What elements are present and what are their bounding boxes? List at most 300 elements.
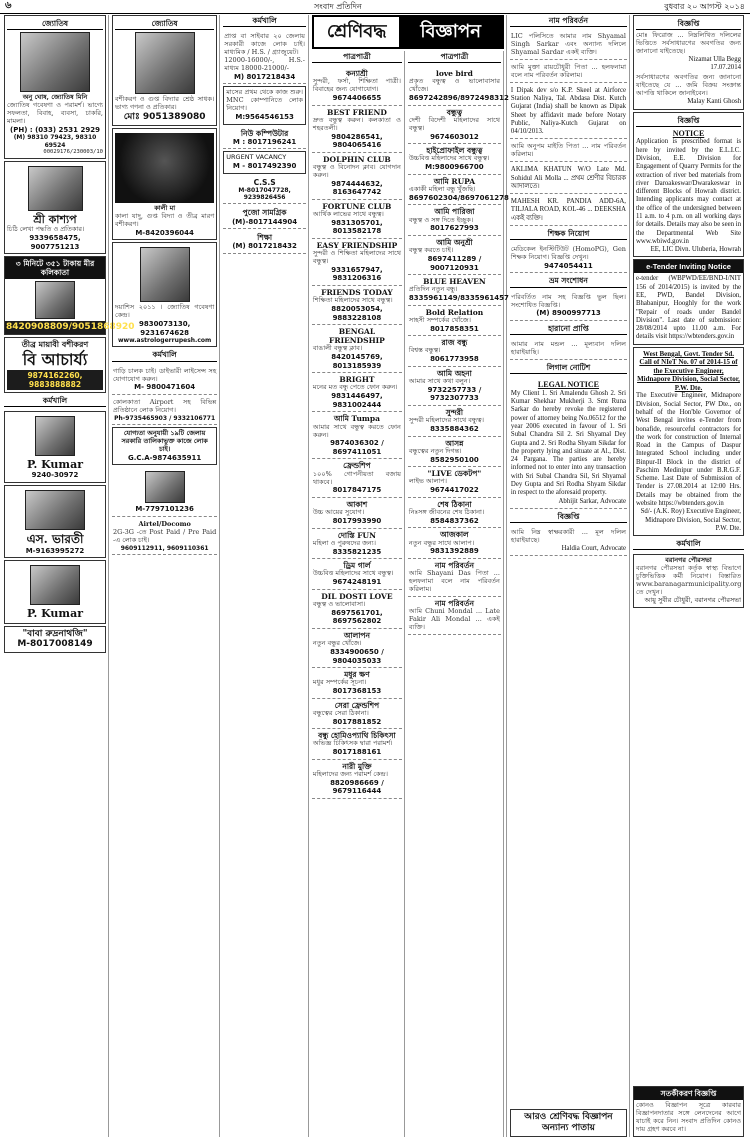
section-header: লিগাল নোটিশ xyxy=(510,362,627,374)
ad-phone: M - 8017492390 xyxy=(232,162,297,171)
name-change-ad: AKLIMA KHATUN W/O Late Md. Sohidul Ali Molla ... প্রথম শ্রেণীর বিচারক আদালতে। xyxy=(510,164,627,194)
section-header: বিজ্ঞপ্তি xyxy=(636,115,741,127)
name-change-ad: আমি অনুপম মাইতি পিতা ... নাম পরিবর্তন করিলাম। xyxy=(510,141,627,162)
ad-phone: 9331657947, 9831206316 xyxy=(331,265,383,283)
ad-signature: Malay Kanti Ghosh xyxy=(687,98,741,106)
ad-phone: 8420908809/9051868920 xyxy=(6,322,135,333)
ad-text: বন্ধুত্বের সেরা ঠিকানা। xyxy=(312,708,369,717)
ad-heading: BENGAL FRIENDSHIP xyxy=(329,327,385,346)
ad-text: দ্রুত বন্ধুত্ব করুন। কলকাতা ও শহরতলী। xyxy=(312,115,401,132)
job-ad xyxy=(112,467,217,517)
ad-heading: FRIENDS TODAY xyxy=(321,287,393,297)
ad-phone: 8582950100 xyxy=(430,455,479,464)
ad-heading: EASY FRIENDSHIP xyxy=(316,240,398,250)
astrologer-photo xyxy=(28,166,83,211)
ad-phone: 8420145769, 8013185939 xyxy=(331,353,383,370)
list-item xyxy=(408,67,509,106)
ad-text: গাড়ি চালক চাই। ডাইভারী লাইসেন্স সহ যোগাযোগ করুন। xyxy=(113,366,217,383)
issue-date: বুধবার ২০ আগস্ট ২০১৪ xyxy=(664,1,745,11)
ad-phone: 9674417022 xyxy=(430,486,479,495)
ad-phone: 9674603012 xyxy=(430,132,479,141)
ad-name: P. Kumar xyxy=(27,458,83,472)
list-item xyxy=(408,106,501,145)
ad-text: আমি Shayani Das পিতা ... হলফনামা বলে নাম পরিবর্তন করিলাম। xyxy=(408,569,500,593)
list-item xyxy=(312,760,402,799)
education-ad xyxy=(223,231,306,254)
ad-heading: পুজো সামগ্রিক xyxy=(242,208,287,218)
tender-heading: e-Tender Inviting Notice xyxy=(634,260,743,273)
ad-heading: DOLPHIN CLUB xyxy=(323,154,391,164)
deity-image xyxy=(35,416,75,456)
ad-phone: 9609112911, 9609110361 xyxy=(120,544,209,552)
ad-text: মাসের প্রথম থেকে কাজ শুরু। MNC কোম্পানিতে লোক নিয়োগ। xyxy=(226,88,303,113)
list-item xyxy=(408,467,501,498)
notice-heading: LEGAL NOTICE xyxy=(537,380,600,390)
ad-signature: আয়ু সুবীর চৌধুরী, বরানগর পৌরসভা xyxy=(644,595,741,604)
irrigation-notice xyxy=(633,112,744,258)
ad-text: কালা যাদু, গুপ্ত বিদ্যা ও তীব্র মারণ বশীকরণ। xyxy=(115,211,215,228)
ad-phone: 9674248191 xyxy=(332,578,382,587)
job-ad-baba xyxy=(4,626,106,654)
ad-heading: নিউ কম্পিউটার xyxy=(240,128,289,138)
list-item xyxy=(408,406,501,437)
ad-text: উচ্চবিত্ত মহিলাদের সাথে বন্ধুত্ব। xyxy=(408,154,490,163)
ad-heading: হাইপ্রোফাইল বন্ধুত্ব xyxy=(426,146,483,156)
ad-phone: 9831305701, 8013582178 xyxy=(331,218,383,236)
ad-text: সর্বসাধারণের অবগতির জন্য জানানো যাইতেছে যে ... জমি বিক্রয় সংক্রান্ত আপত্তি থাকিলে জানাইবেন। xyxy=(636,73,741,98)
list-item xyxy=(312,325,402,373)
name-change-ad: আমি মুক্তা রায়চৌধুরী পিতা ... হলফনামা বলে নাম পরিবর্তন করিলাম। xyxy=(510,62,627,83)
ad-heading: কন্যাশ্রী xyxy=(345,69,368,79)
ad-phone: 9674406655 xyxy=(332,94,382,103)
ad-text: সুন্দরী মহিলাদের সাথে বন্ধুত্ব। xyxy=(408,416,484,425)
section-header: পাত্রপাত্রী xyxy=(408,51,501,63)
ad-heading: আমি অনুশ্রী xyxy=(436,237,473,247)
ad-name: বি আচার্য্য xyxy=(22,350,88,370)
list-item xyxy=(408,236,501,275)
correction-ad xyxy=(510,292,627,321)
matrimonial-columns xyxy=(312,51,509,1137)
title-left: শ্রেণিবদ্ধ xyxy=(326,21,387,43)
ad-text: বন্ধুত্ব ও বিনোদন ক্লাব। যোগদান করুন। xyxy=(312,162,401,179)
ad-signature: Haldia Court, Advocate xyxy=(561,544,626,552)
notice-signature: Abhijit Sarkar, Advocate xyxy=(558,497,626,505)
section-header: নাম পরিবর্তন xyxy=(510,15,627,27)
ad-heading: নাম পরিবর্তন xyxy=(434,598,474,608)
ad-text: অভিজ্ঞ চিকিৎসক দ্বারা পরামর্শ। xyxy=(312,739,393,748)
job-ad xyxy=(223,127,306,150)
ad-heading: "LIVE ডেকটপ" xyxy=(427,469,482,479)
astrologer-photo xyxy=(135,32,195,94)
job-ad-pkumar-2 xyxy=(4,560,106,623)
column-2 xyxy=(112,15,220,1137)
ad-text: বশীকরণ ও গুপ্ত বিদ্যার শ্রেষ্ঠ সাধক। ভাগ্য গণনা ও প্রতিকার। xyxy=(115,95,215,112)
ad-heading: বন্ধুত্ব xyxy=(446,107,463,117)
astrology-ad-3 xyxy=(112,242,217,347)
ad-phone: 8697561701, 8697562802 xyxy=(331,608,383,626)
section-header: ভ্রম সংশোধন xyxy=(510,275,627,287)
column-1 xyxy=(4,15,135,1137)
ad-text: আমি নিম্ন স্বাক্ষরকারী ... মূল দলিল হারাইয়াছে। xyxy=(510,527,626,544)
ad-phone: 8697242896/8972498312 xyxy=(408,94,509,103)
ad-heading: আমি পারিজা xyxy=(434,207,475,217)
job-ad xyxy=(223,206,306,229)
section-header: জ্যোতিষ xyxy=(7,18,103,30)
ad-text: বন্ধুত্ব ও ভালোবাসা। xyxy=(312,599,366,608)
list-item xyxy=(312,200,402,239)
ad-heading: রাজ বন্ধু xyxy=(441,338,468,348)
ad-phone: 9339658475, 9007751213 xyxy=(29,234,81,251)
ad-phone: 8061773958 xyxy=(430,355,479,364)
astrology-ad-anu xyxy=(4,15,106,159)
ad-text: বরানগর পৌরসভা কর্তৃক স্বাস্থ্য বিভাগে চুক্তিভিত্তিক কর্মী নিয়োগ। বিস্তারিত www.baranagarmunicipality.org তে দেখুন। xyxy=(636,564,742,596)
astrology-ad-kali xyxy=(112,128,217,240)
job-ad-urgent xyxy=(223,151,306,173)
ad-text: কোলকাতা Airport সহ বিভিন্ন প্রতিষ্ঠানে লোক নিয়োগ। xyxy=(113,397,217,414)
ad-text: মনের মত বন্ধু পেতে ফোন করুন। xyxy=(312,383,398,392)
matrimonial-col-a xyxy=(312,51,405,1137)
ad-heading: সেরা ফ্রেন্ডশিপ xyxy=(334,700,380,710)
job-ad xyxy=(112,366,217,395)
list-item xyxy=(312,559,402,590)
ad-phone: 8820053054, 9883228108 xyxy=(331,304,383,322)
list-item xyxy=(312,629,402,668)
ad-text: মধুর সম্পর্কের সূচনা। xyxy=(312,678,367,687)
ad-text: আমি Chuni Mondal ... Late Fakir Ali Mondal ... একই ব্যক্তি। xyxy=(408,607,500,631)
column-3 xyxy=(223,15,309,1137)
job-ad xyxy=(223,31,306,84)
ad-phone: 9831446497, 9831002444 xyxy=(331,392,383,409)
job-ad xyxy=(112,397,217,425)
ad-phone: M- 9800471604 xyxy=(134,383,196,392)
ad-name: অনু ঘোষ, জ্যোতিষ মিনি xyxy=(22,93,88,102)
lost-found-ad: আমার নাম মন্ডল ... মূল্যবান দলিল হারাইয়াছি। xyxy=(510,339,627,360)
ad-heading: আসন্ন xyxy=(445,438,464,448)
ad-heading: আমি অহনা xyxy=(437,368,472,378)
section-header: জ্যোতিষ xyxy=(115,18,214,30)
ad-phone: (M) 8900997713 xyxy=(536,309,601,318)
list-item xyxy=(408,528,501,559)
ad-phone: 8334900650 / 9804035033 xyxy=(330,647,384,665)
ad-text: নতুন বন্ধুর খোঁজে। xyxy=(312,639,362,648)
tender-heading: West Bengal, Govt. Tender Sd. Call of NIeT No. 07 of 2014-15 of the Executive Engineer, Midnapore Division, Social Sector, P.W. Dte. xyxy=(637,349,740,392)
ad-phone: 8017881852 xyxy=(332,717,382,726)
ad-photo xyxy=(145,471,185,503)
list-item xyxy=(312,106,402,153)
ad-heading: আমি RUPA xyxy=(433,176,476,186)
section-header: শিক্ষক নিয়োগ xyxy=(510,228,627,240)
job-ad xyxy=(223,176,306,205)
matrimonial-col-b xyxy=(408,51,509,1137)
ad-phone: 8017627993 xyxy=(430,224,479,233)
tender-text: The Executive Engineer, Midnapore Division, Social Sector, PW Dte., on behalf of the Hon'ble Governor of West Bengal invites e-Tender from bonafide, resourceful contractors for the work for construction of Internal Road in the Campus of Daspur Integrated School including under Binpur-II Block in the district of Paschim Medinipur under B.R.G.F. Scheme. Last Date of Submission of Tender is 27.08.2014 at 12:00 Hrs. Details may be obtained from the website https://wbtenders.gov.in xyxy=(636,392,741,508)
section-header-jobs: কর্মখালি xyxy=(633,538,744,550)
ad-text: আমার সাথে কথা বলুন। xyxy=(408,377,471,385)
ad-name: P. Kumar xyxy=(27,607,83,621)
section-header-jobs: কর্মখালি xyxy=(4,395,106,407)
list-item xyxy=(312,529,402,560)
classified-page xyxy=(4,15,746,1137)
ad-phone: M : 8017196241 xyxy=(232,137,297,146)
page-number: ৬ xyxy=(5,0,12,12)
ad-heading: নাম পরিবর্তন xyxy=(434,560,474,570)
ad-phone: 9874444632, 8163647742 xyxy=(331,179,383,197)
ad-text: চিঠি লেখা পদ্ধতি ও প্রতিকার। xyxy=(7,225,85,234)
job-ad-airtel xyxy=(112,519,217,555)
ad-text: মোঃ ফিরোজ ... নিম্নলিখিত দলিলের ভিত্তিতে সর্বসাধারণের অবগতির জন্য জানানো যাইতেছে। xyxy=(636,31,741,55)
list-item xyxy=(408,437,501,468)
ad-text: বন্ধুত্ব করতে চাই। xyxy=(408,246,454,255)
ad-heading: আজকাল xyxy=(440,530,469,540)
section-header: বিজ্ঞপ্তি xyxy=(510,511,627,523)
ad-text: উচ্চ আয়ের সুযোগ। xyxy=(312,508,365,517)
list-item xyxy=(408,498,501,529)
ad-heading: মধুর ক্ষণ xyxy=(344,670,370,680)
ad-phone: 8017993990 xyxy=(332,517,382,526)
ad-text: প্রাপ্ত বা সাইবার ২০ জেলায় সরকারী কাজে লোক চাই। মাধ্যমিক / H.S. / গ্র্যাজুয়েট। xyxy=(224,32,305,56)
ad-phone: 9874036302 / 8697411051 xyxy=(330,439,384,456)
ad-text: বন্ধুত্ব ও সঙ্গ দিতে ইচ্ছুক। xyxy=(408,215,474,224)
astrology-ad-acharya xyxy=(4,337,106,393)
ad-signature: Nizamat Ulla Begg xyxy=(688,55,741,63)
warning-heading: সতর্কীকরণ বিজ্ঞপ্তি xyxy=(634,1087,743,1100)
ad-heading: Bold Relation xyxy=(425,307,484,317)
warning-notice xyxy=(633,1086,744,1137)
ad-heading: URGENT VACANCY xyxy=(226,153,287,162)
ad-phone: M-8017047728, 9239826456 xyxy=(238,186,291,202)
ad-text: প্রতিদিন নতুন বন্ধু। xyxy=(408,285,458,294)
section-header-jobs: কর্মখালি xyxy=(223,15,306,27)
ad-text: ১০০% গোপনীয়তা বজায় থাকবে। xyxy=(312,469,401,486)
list-item xyxy=(408,275,509,306)
ad-photo xyxy=(25,490,85,530)
ad-heading: শেষ ঠিকানা xyxy=(437,499,472,509)
name-change-ad: I Dipak dev s/o K.P. Skeel at Airforce Station Naliya, Tal. Abdasa Dist. Kutch Gujarat (India) shall be known as Dipak Sheet by affidavit made before Notary Public, Naliya-Kutch Gujarat on 04/10/2013. xyxy=(510,85,627,140)
list-item xyxy=(408,559,501,597)
name-change-ad: MAHESH KR. PANDIA ADD-6A, TILJALA ROAD, KOL-46 ... DEEKSHA একই ব্যক্তি। xyxy=(510,196,627,226)
wb-tender-notice xyxy=(633,347,744,536)
ad-text: বাঙালী বন্ধুত্ব ক্লাব। xyxy=(312,344,363,353)
astrology-ad-banner xyxy=(4,256,135,335)
ad-phone: (PH) : (033) 2531 2929 xyxy=(10,125,100,134)
name-change-ad: LIC পলিসিতে আমার নাম Shyamal Singh Sarkar এবং অন্যান্য দলিলে Shyamal Sardar একই ব্যক্তি। xyxy=(510,31,627,60)
ad-text: উচ্চবিত্ত মহিলাদের সাথে বন্ধুত্ব। xyxy=(312,569,394,578)
ad-text: বন্ধুত্বের নতুন দিগন্ত। xyxy=(408,446,462,455)
ad-text: সাহসী সম্পর্কের খোঁজে। xyxy=(408,315,471,324)
ad-phone: M:9800966700 xyxy=(425,163,484,172)
astrologer-photo xyxy=(140,247,190,302)
ad-heading: শিক্ষা xyxy=(257,233,273,243)
list-item xyxy=(312,590,402,629)
astrologer-photo xyxy=(20,32,90,92)
ad-phone: মোঃ 9051389080 xyxy=(123,111,206,122)
ad-text: মহিলা ও পুরুষদের জন্য। xyxy=(312,538,377,547)
ad-heading: BLUE HEAVEN xyxy=(423,277,486,287)
ad-text: আমার সাথে বন্ধুত্ব করতে ফোন করুন। xyxy=(312,422,401,439)
ad-heading: ফ্রেন্ডশিপ xyxy=(343,461,371,471)
ad-heading: love bird xyxy=(435,69,473,79)
ad-phone: (M) 8017218432 xyxy=(232,242,297,251)
ad-code: 00029176/230003/10 xyxy=(43,148,103,155)
ad-date: 17.07.2014 xyxy=(710,64,741,72)
ad-text: আর্থিক লাভের সাথে বন্ধুত্ব। xyxy=(312,209,384,218)
ad-text: লাইভ আলাপ। xyxy=(408,477,447,486)
ad-text: যোগ্যতা অনুযায়ী ১৯টি জেলায় সরকারি তালিকাভুক্ত কাজে লোক চাই। xyxy=(121,429,208,453)
ad-phone: 8017847175 xyxy=(332,486,382,495)
ad-website[interactable]: www.astrologerrupesh.com xyxy=(118,337,212,345)
e-tender-notice xyxy=(633,259,744,344)
ad-phone: 8697602304/8697061278 xyxy=(408,193,509,202)
ad-phone: 9804286541, 9804065416 xyxy=(331,132,383,150)
list-item xyxy=(408,205,501,236)
astrology-ad-1 xyxy=(112,15,217,126)
ad-heading: ড্রিম গার্ল xyxy=(343,561,371,571)
section-header: হারানো প্রাপ্তি xyxy=(510,323,627,335)
ad-phone: 8017368153 xyxy=(332,687,382,696)
ad-phone: M-7797101236 xyxy=(135,505,194,514)
ad-photo xyxy=(30,565,80,605)
ad-phone: M-8017008149 xyxy=(17,639,93,650)
tender-text: e-tender (WBPWD/EE/BND-I/NIT 156 of 2014/2015) is invited by the EE, PWD, Bandel Division, Bhabanipur, Hooghly for the work "Repair of roads under Bandel Division". Last date of submission: 28/08/2014 upto 11.00 a.m. For details visit https://wbtenders.gov.in xyxy=(636,275,741,341)
ad-text: জ্যোতিষ গবেষণা ও পরামর্শ। ভাগ্যে সফলতা, বিবাহ, ব্যবসা, চাকরি, মামলা। xyxy=(7,101,103,125)
ad-phone: (M)-8017144904 xyxy=(232,217,298,226)
list-item xyxy=(312,459,402,498)
tender-signature: Sd/- (A.K. Roy) Executive Engineer, Midnapore Division, Social Sector, P.W. Dte. xyxy=(640,508,741,532)
ad-heading: আলাপন xyxy=(343,630,370,640)
job-ad-bharati xyxy=(4,485,106,558)
ad-text: নিঃসঙ্গ জীবনের শেষ ঠিকানা। xyxy=(408,507,485,516)
ad-heading: দোস্তি FUN xyxy=(337,530,376,540)
ad-text: শিক্ষিতা মহিলাদের সাথে বন্ধুত্ব। xyxy=(312,296,393,305)
ad-phone: M) 8017218434 xyxy=(233,72,296,81)
notice-text: Application is prescribed format is here by invited by the E.L.I.C. Division, E.E. Division for Engagement of Quarry Permits for the extraction of river bed materials from river Daroakeswar/Dwarakeswar in different Blocks of Howrah district. Intending applicants may contact at the office of the undersigned between 11 a.m. to 4 p.m. on all working days for details. Details may also be seen in the Departmental Web Site www.wbiwd.gov.in xyxy=(636,138,741,245)
notice-heading: NOTICE xyxy=(672,128,705,138)
paper-name: সংবাদ প্রতিদিন xyxy=(313,1,362,11)
ad-phone: 9732257733 / 9732307733 xyxy=(427,385,482,403)
ad-heading: C.S.S xyxy=(253,177,276,187)
ad-phone: 8584837362 xyxy=(430,516,479,525)
ad-phone: 9874162260, 9883888882 xyxy=(7,370,103,390)
job-ad xyxy=(223,86,306,124)
job-ad-boxed xyxy=(112,427,217,465)
ad-phone: 9830073130, 9231674628 xyxy=(138,320,191,337)
ad-heading: নারী মুক্তি xyxy=(342,761,372,771)
ad-heading: BEST FRIEND xyxy=(327,107,387,117)
ad-phone: 9831392889 xyxy=(430,547,479,556)
list-item xyxy=(312,286,402,325)
section-title xyxy=(312,15,504,49)
list-item xyxy=(312,498,402,529)
list-item xyxy=(408,597,501,635)
list-item xyxy=(312,729,402,760)
ad-text: একাকী মহিলা বন্ধু খুঁজছি। xyxy=(408,184,476,193)
list-item xyxy=(408,336,501,367)
ad-phone: G.C.A-9874635911 xyxy=(128,453,202,462)
notice-ad xyxy=(510,527,627,556)
ad-phone: 9474054411 xyxy=(544,261,593,270)
column-4 xyxy=(312,15,507,1137)
column-5 xyxy=(510,15,630,1137)
ad-list xyxy=(408,67,509,635)
ad-heading: আমি Tumpa xyxy=(333,414,380,424)
title-right: বিজ্ঞাপন xyxy=(399,17,502,47)
section-header-jobs: কর্মখালি xyxy=(112,349,217,361)
ad-phone: 8697411289 / 9007120931 xyxy=(427,255,482,272)
ad-title: Airtel/Docomo xyxy=(138,519,191,528)
list-item xyxy=(312,668,402,699)
list-item xyxy=(312,373,402,412)
ad-phone: 8017858351 xyxy=(430,324,479,333)
ad-text: মেডিকেল ইনস্টিটিউট (HomoPG), Gen শিক্ষক নিয়োগ। বিজ্ঞপ্তি দেখুন। xyxy=(510,245,626,262)
ad-phone: Ph-9735465903 / 9332106771 xyxy=(114,414,216,422)
notice-ad xyxy=(633,15,744,110)
astrologer-photo xyxy=(35,281,75,319)
municipality-ad xyxy=(633,554,744,608)
ad-name: শ্রী কাশ্যপ xyxy=(33,212,77,226)
list-item xyxy=(312,153,402,200)
list-item xyxy=(312,239,402,286)
ad-text: পরিবর্তিত নাম সহ বিজ্ঞপ্তি ভুল ছিল। সংশোধিত বিজ্ঞপ্তি। xyxy=(510,292,626,309)
ad-heading: FORTUNE CLUB xyxy=(322,201,392,211)
notice-text: My Client 1. Sri Amalendu Ghosh 2. Sri Kumar Shekhar Mukherji 3. Smt Runa Sarkar do hereby revoke the registered power of attorney being No.06512 for the year 2006 executed in favour of 1. Sri Subal Chandra Sil 2. Sri Shyamal Dey Gupta and 2. Sri Rodha Shyam Sikdar for the property lying and situate at Al., Dist. 24 Pargana. The parties are hereby informed not to enter into any transaction with Sri Subal Chandra Sil, Sri Shyamal Dey Gupta and Sri Rodha Shyam Sikdar in respect to the aforesaid property. xyxy=(510,389,626,497)
list-item xyxy=(312,412,402,459)
ad-heading: সুন্দরী xyxy=(445,407,464,417)
ad-phone: 9240-30972 xyxy=(31,471,79,480)
ad-text: নতুন বন্ধুর সাথে আলাপ। xyxy=(408,538,475,547)
ad-text: সুন্দরী ও শিক্ষিতা মহিলাদের সাথে বন্ধুত্ব। xyxy=(312,249,401,265)
ad-phone: 8335961149/8335961457 xyxy=(408,294,509,303)
ad-text: সুন্দরী, ফর্সা, শিক্ষিতা পাত্রী। বিবাহের জন্য যোগাযোগ। xyxy=(312,77,401,94)
ad-list xyxy=(312,67,402,799)
ad-banner: ৩ মিনিটে ৩৫১ টাকায় মীর কলিকাতা xyxy=(5,257,105,279)
ad-name: কালী মা xyxy=(154,203,176,212)
ad-text: দেশী বিদেশী মহিলাদের সাথে বন্ধুত্ব। xyxy=(408,115,500,132)
ad-text: বিশ্বস্ত বন্ধুত্ব। xyxy=(408,346,441,355)
ad-heading: BRIGHT xyxy=(339,375,375,385)
warning-text: কোনও বিজ্ঞাপন সূত্রে কারবার বিজ্ঞাপনদাতার সঙ্গে লেনদেনের আগে যাচাই করে নিন। সংবাদ প্রতিদিন কোনও দায় গ্রহণ করবে না। xyxy=(636,1101,741,1134)
ad-text: প্রকৃত বন্ধুত্ব ও ভালোবাসার খোঁজে। xyxy=(408,77,500,94)
ad-phone: M-8420396044 xyxy=(135,228,194,237)
ad-heading: তীব্র মায়াবী বশীকরণ xyxy=(21,339,89,350)
list-item xyxy=(408,306,501,337)
ad-name: "বাবা রুদ্রনাথজি" xyxy=(22,628,88,639)
list-item xyxy=(408,367,501,406)
ad-salary: 12000-16000/-, H.S.-মাধ্যম 18000-21000/- xyxy=(224,55,305,72)
legal-notice xyxy=(510,378,627,509)
ad-phone: M:9564546153 xyxy=(235,113,294,122)
ad-heading: বন্ধু হোমিওপ্যাথি চিকিৎসা xyxy=(318,731,396,741)
teacher-ad xyxy=(510,244,627,273)
column-6 xyxy=(633,15,746,1137)
ad-text: 2G-3G -তে Post Paid / Pre Paid -এ লোক চাই। xyxy=(113,527,217,544)
ad-text: দয়াশিস ২০১১ । জ্যোতিষ গবেষণা কেন্দ্র। xyxy=(115,303,215,320)
list-item xyxy=(408,144,501,175)
ad-phone: 8820986669 / 9679116444 xyxy=(330,778,384,796)
section-header: পাত্রপাত্রী xyxy=(312,51,402,63)
ad-mobile: (M) 98310 79423, 98310 69524 xyxy=(13,134,97,149)
ad-heading: বরানগর পৌরসভা xyxy=(665,556,712,565)
astrology-ad-kashyap xyxy=(4,161,106,254)
list-item xyxy=(408,175,509,206)
goddess-image xyxy=(115,133,214,203)
ad-phone: 8017188161 xyxy=(332,748,382,757)
ad-heading: আকাশ xyxy=(346,500,368,509)
ad-name: এস. ভারতী xyxy=(26,531,84,546)
more-ads-banner: আরও শ্রেণিবদ্ধ বিজ্ঞাপন অন্যান্য পাতায় xyxy=(510,1109,627,1137)
ad-phone: 8335821235 xyxy=(332,547,382,556)
ad-text: মহিলাদের জন্য পরামর্শ কেন্দ্র। xyxy=(312,769,389,778)
ad-heading: DIL DOSTI LOVE xyxy=(321,591,393,601)
